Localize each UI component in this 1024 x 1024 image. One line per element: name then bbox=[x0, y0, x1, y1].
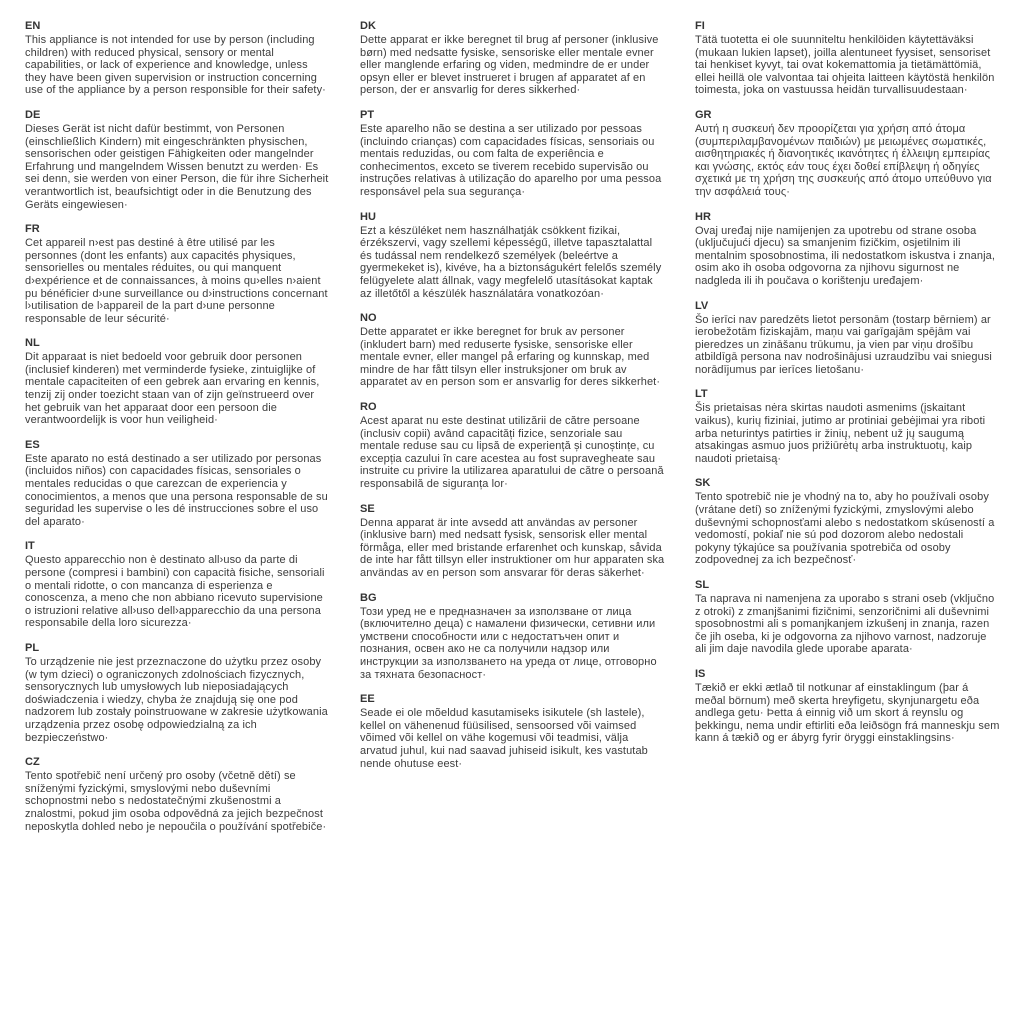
lang-code-dk: DK bbox=[360, 20, 376, 32]
lang-text-no: Dette apparatet er ikke beregnet for bruk av personer (inkludert barn) med reduserte fysiske, sensoriske eller mentale evner, eller mangel på erfaring og kunnskap, med mindre de har fått tilsyn eller instruksjoner om bruk av apparatet av en person som er ansvarlig for deres sikkerhet· bbox=[360, 326, 661, 389]
lang-text-sl: Ta naprava ni namenjena za uporabo s strani oseb (vključno z otroki) z zmanjšanimi fizičnimi, senzoričnimi ali duševnimi sposobnostmi ali s pomanjkanjem izkušenj in znanja, razen če jih oseba, ki je odgovorna za njihovo varnost, nadzoruje ali jim daje navodila glede uporabe aparata· bbox=[695, 593, 995, 656]
lang-section-sl bbox=[695, 579, 1000, 656]
lang-code-de: DE bbox=[25, 108, 41, 121]
lang-text-cz: Tento spotřebič není určený pro osoby (včetně dětí) se sníženými fyzickými, smyslovými nebo duševními schopnostmi nebo s nedostatečnými zkušenostmi a znalostmi, pokud jim osoba odpovědná za jejich bezpečnost neposkytla dohled nebo je nepoučila o používání spotřebiče· bbox=[25, 770, 327, 833]
lang-section-sk bbox=[695, 477, 1000, 567]
lang-text-fr: Cet appareil n›est pas destiné à être utilisé par les personnes (dont les enfants) aux capacités physiques, sensorielles ou mentales réduites, ou qui manquent d›expérience et de connaissances, à moins qu›elles n›aient pu bénéficier d›une surveillance ou d›instructions concernant l›utilisation de l›appareil de la part d›une personne responsable de leur sécurité· bbox=[25, 237, 328, 325]
lang-code-it: IT bbox=[25, 540, 35, 553]
lang-text-bg: Този уред не е предназначен за използване от лица (включително деца) с намалени физически, сетивни или умствени способности или с недостатъчен опит и познания, освен ако не са получили надзор или инструкции за използването на уреда от лице, отговорно за тяхната безопасност· bbox=[360, 605, 657, 681]
lang-code-en: EN bbox=[25, 20, 41, 32]
lang-section-bg bbox=[360, 592, 665, 682]
lang-code-sk: SK bbox=[695, 477, 711, 490]
lang-code-fr: FR bbox=[25, 223, 40, 236]
lang-code-cz: CZ bbox=[25, 756, 40, 769]
lang-section-en bbox=[25, 20, 330, 97]
lang-code-se: SE bbox=[360, 502, 375, 515]
lang-section-is bbox=[695, 668, 1000, 745]
lang-text-hu: Ezt a készüléket nem használhatják csökkent fizikai, érzékszervi, vagy szellemi képességű, illetve tapasztalattal és tudással nem rendelkező személyek (beleértve a gyermekeket is), kivéve, ha a biztonságukért felelős személy felügyelete alatt állnak, vagy megfelelő utasításokat kaptak az illetőtől a készülék használatára vonatkozóan· bbox=[360, 224, 662, 300]
lang-code-hr: HR bbox=[695, 210, 711, 223]
lang-section-dk bbox=[360, 20, 665, 97]
column-2 bbox=[360, 20, 665, 845]
lang-section-lt bbox=[695, 388, 1000, 465]
lang-text-pl: To urządzenie nie jest przeznaczone do użytku przez osoby (w tym dzieci) o ograniczonych zdolnościach fizycznych, sensorycznych lub umysłowych lub nieposiadających doświadczenia i wiedzy, chyba że znajdują się one pod nadzorem lub zostały poinstruowane w zakresie użytkowania urządzenia przez osobę odpowiedzialną za ich bezpieczeństwo· bbox=[25, 655, 328, 744]
lang-code-gr: GR bbox=[695, 108, 712, 121]
lang-text-it: Questo apparecchio non è destinato all›uso da parte di persone (compresi i bambini) con capacità fisiche, sensoriali o mentali ridotte, o con mancanza di esperienza e conoscenza, a meno che non abbiano ricevuto supervisione o istruzioni relative all›uso dell›apparecchio da una persona responsabile della loro sicurezza· bbox=[25, 554, 325, 630]
lang-text-dk: Dette apparat er ikke beregnet til brug af personer (inklusive børn) med nedsatte fysiske, sensoriske eller mentale evner eller manglende erfaring og viden, medmindre de er under opsyn eller er blevet instrueret i brugen af apparatet af en person, der er ansvarlig for deres sikkerhed· bbox=[360, 34, 659, 97]
lang-section-es bbox=[25, 439, 330, 529]
lang-code-pt: PT bbox=[360, 108, 375, 121]
lang-text-es: Este aparato no está destinado a ser utilizado por personas (incluidos niños) con capacidades físicas, sensoriales o mentales reducidas o que carezcan de experiencia y conocimientos, a menos que una persona responsable de su seguridad les supervise o les dé instrucciones sobre el uso del aparato· bbox=[25, 452, 328, 528]
lang-section-pt bbox=[360, 109, 665, 199]
column-1 bbox=[25, 20, 330, 845]
lang-code-pl: PL bbox=[25, 641, 40, 654]
lang-text-sk: Tento spotrebič nie je vhodný na to, aby ho používali osoby (vrátane detí) so zníženými fyzickými, zmyslovými alebo duševnými schopnosťami alebo s nedostatkom skúseností a vedomostí, pokiaľ nie sú pod dozorom alebo nedostali pokyny týkajúce sa používania spotrebiča od osoby zodpovednej za ich bezpečnosť· bbox=[695, 491, 995, 567]
lang-code-es: ES bbox=[25, 438, 40, 451]
lang-section-ro bbox=[360, 401, 665, 491]
lang-text-de: Dieses Gerät ist nicht dafür bestimmt, von Personen (einschließlich Kindern) mit eingeschränkten physischen, sensorischen oder geistigen Fähigkeiten oder mangelnder Erfahrung und mangelndem Wissen benutzt zu werden· Es sei denn, sie werden von einer Person, die für ihre Sicherheit verantwortlich ist, beaufsichtigt oder in die Benutzung des Geräts eingewiesen· bbox=[25, 122, 329, 211]
lang-code-fi: FI bbox=[695, 20, 705, 32]
lang-section-pl bbox=[25, 642, 330, 744]
lang-section-cz bbox=[25, 756, 330, 833]
lang-section-no bbox=[360, 312, 665, 389]
lang-text-hr: Ovaj uređaj nije namijenjen za upotrebu od strane osoba (uključujući djecu) sa smanjenim fizičkim, osjetilnim ili mentalnim sposobnostima, ili nedostatkom iskustva i znanja, osim ako ih osoba odgovorna za njihovu sigurnost ne nadgleda ili ih poučava o korištenju uređajem· bbox=[695, 224, 995, 287]
lang-code-sl: SL bbox=[695, 579, 710, 591]
lang-code-no: NO bbox=[360, 312, 377, 325]
lang-code-hu: HU bbox=[360, 210, 376, 223]
lang-text-pt: Este aparelho não se destina a ser utilizado por pessoas (incluindo crianças) com capacidades físicas, sensoriais ou mentais reduzidas, ou com falta de experiência e conhecimentos, exceto se tiverem recebido supervisão ou instruções relativas à utilização do aparelho por uma pessoa responsável pela sua segurança· bbox=[360, 122, 662, 198]
lang-text-se: Denna apparat är inte avsedd att användas av personer (inklusive barn) med nedsatt fysisk, sensorisk eller mental förmåga, eller med bristande erfarenhet och kunskap, såvida de inte har fått tillsyn eller instruktioner om hur apparaten ska användas av en person som ansvarar för deras säkerhet· bbox=[360, 516, 665, 579]
lang-text-lt: Šis prietaisas nėra skirtas naudoti asmenims (įskaitant vaikus), kurių fiziniai, jutimo ar protiniai gebėjimai yra riboti arba neturintys patirties ir žinių, nebent už jų saugumą atsakingas asmuo juos prižiūrėtų arba instruktuotų, kaip naudoti prietaisą· bbox=[695, 402, 986, 465]
lang-code-lv: LV bbox=[695, 299, 709, 312]
lang-text-is: Tækið er ekki ætlað til notkunar af einstaklingum (þar á meðal börnum) með skerta hreyfigetu, skynjunargetu eða andlega getu· Þetta á einnig við um skort á reynslu og þekkingu, nema undir eftirliti eða leiðsögn frá manneskju sem kann á tækið og er ábyrg fyrir öryggi einstaklingsins· bbox=[695, 681, 1000, 745]
lang-text-nl: Dit apparaat is niet bedoeld voor gebruik door personen (inclusief kinderen) met verminderde fysieke, zintuiglijke of mentale capaciteiten of een gebrek aan ervaring en kennis, tenzij zij onder toezicht staan van of zijn geïnstrueerd over het gebruik van het apparaat door een persoon die verantwoordelijk is voor hun veiligheid· bbox=[25, 351, 320, 427]
lang-section-ee bbox=[360, 693, 665, 770]
lang-section-de bbox=[25, 109, 330, 211]
column-3 bbox=[695, 20, 1000, 845]
lang-code-is: IS bbox=[695, 667, 706, 680]
lang-text-fi: Tätä tuotetta ei ole suunniteltu henkilöiden käytettäväksi (mukaan lukien lapset), joilla alentuneet fyysiset, sensoriset tai henkiset kyvyt, tai ovat kokemattomia ja tietämättömiä, ellei heillä ole valvontaa tai ohjeita laitteen käytöstä henkilön toimesta, joka on vastuussa heidän turvallisuudestaan· bbox=[695, 34, 995, 97]
lang-section-lv bbox=[695, 300, 1000, 377]
lang-section-it bbox=[25, 540, 330, 630]
lang-text-ee: Seade ei ole mõeldud kasutamiseks isikutele (sh lastele), kellel on vähenenud füüsilised, sensoorsed või vaimsed võimed või kellel on vähe kogemusi või teadmisi, välja arvatud juhul, kui nad saavad juhiseid isikult, kes vastutab nende ohutuse eest· bbox=[360, 707, 648, 770]
lang-text-en: This appliance is not intended for use by person (including children) with reduced physical, sensory or mental capabilities, or lack of experience and knowledge, unless they have been given supervision or instruction concerning use of the appliance by a person responsible for their safety· bbox=[25, 34, 326, 97]
lang-section-gr bbox=[695, 109, 1000, 199]
lang-code-ro: RO bbox=[360, 401, 377, 414]
lang-text-lv: Šo ierīci nav paredzēts lietot personām (tostarp bērniem) ar ierobežotām fiziskajām, maņu vai garīgajām spējām vai pieredzes un zināšanu trūkumu, ja vien par viņu drošību atbildīgā persona nav nodrošinājusi uzraudzību vai sniegusi norādījumus par ierīces lietošanu· bbox=[695, 313, 992, 376]
lang-text-ro: Acest aparat nu este destinat utilizării de către persoane (inclusiv copii) având capacități fizice, senzoriale sau mentale reduse sau cu lipsă de experiență și cunoștințe, cu excepția cazului în care acestea au fost supravegheate sau instruite cu privire la utilizarea aparatului de către o persoană responsabilă de siguranța lor· bbox=[360, 415, 664, 491]
lang-section-hr bbox=[695, 211, 1000, 288]
lang-section-se bbox=[360, 503, 665, 580]
lang-text-gr: Αυτή η συσκευή δεν προορίζεται για χρήση από άτομα (συμπεριλαμβανομένων παιδιών) με μειωμένες σωματικές, αισθητηριακές ή διανοητικές ικανότητες ή έλλειψη εμπειρίας και γνώσης, εκτός εάν τους έχει δοθεί επίβλεψη ή οδηγίες σχετικά με τη χρήση της συσκευής από άτομο υπεύθυνο για την ασφάλειά τους· bbox=[695, 122, 992, 198]
lang-section-hu bbox=[360, 211, 665, 301]
lang-section-fi bbox=[695, 20, 1000, 97]
lang-code-ee: EE bbox=[360, 693, 375, 706]
lang-code-nl: NL bbox=[25, 337, 40, 350]
lang-section-fr bbox=[25, 223, 330, 325]
lang-code-lt: LT bbox=[695, 388, 708, 401]
lang-section-nl bbox=[25, 337, 330, 427]
lang-code-bg: BG bbox=[360, 591, 377, 604]
